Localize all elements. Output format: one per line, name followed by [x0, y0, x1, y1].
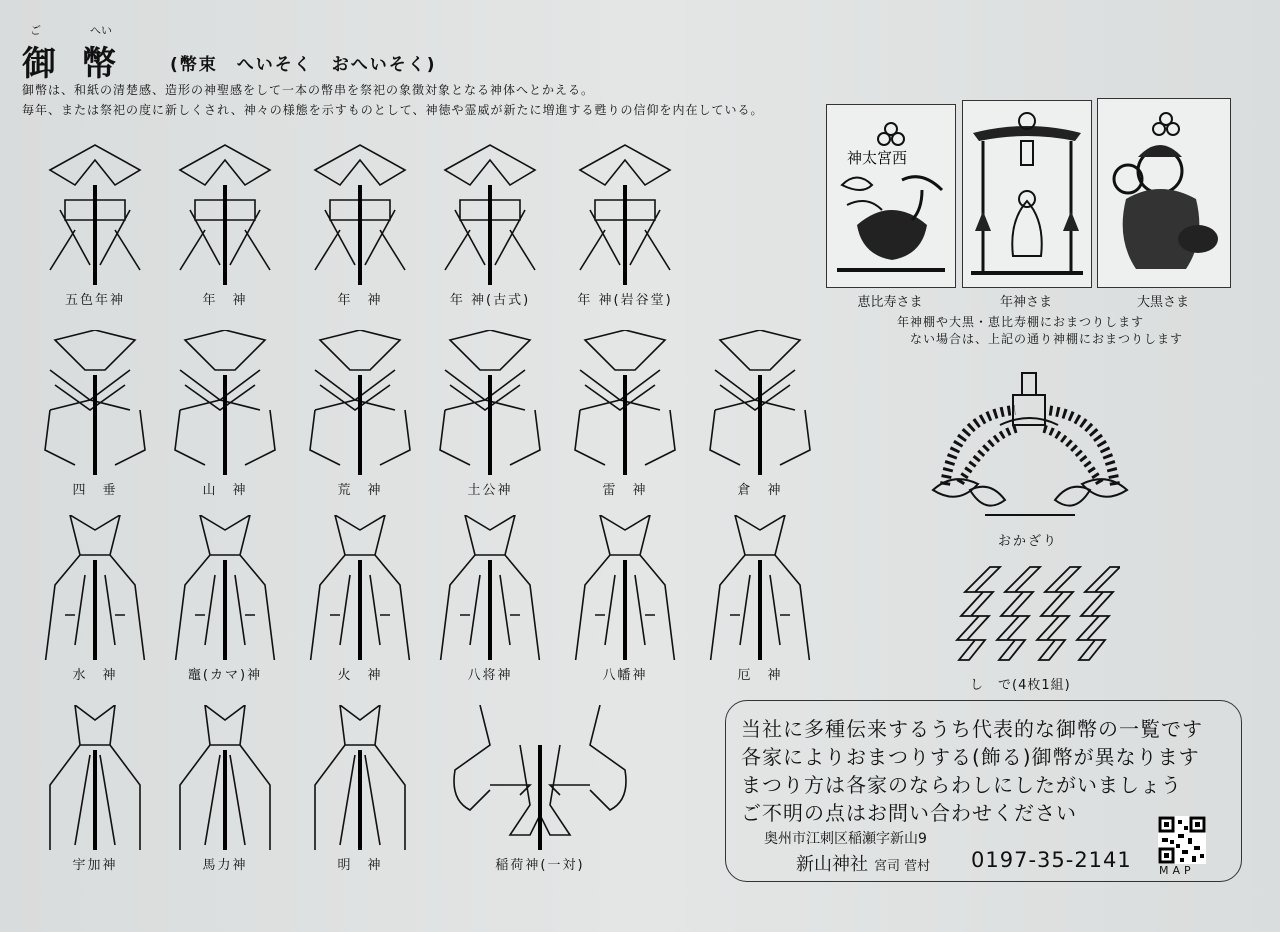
shide-label: し で(4枚1組) [970, 678, 1071, 693]
gohei-item [35, 330, 155, 500]
gohei-label: 土公神 [467, 483, 513, 498]
gohei-item [700, 515, 820, 685]
gohei-illustration [165, 705, 285, 850]
gohei-item [430, 140, 550, 310]
gohei-label: 年 神(古式) [449, 293, 531, 308]
okazari-illustration [925, 365, 1135, 525]
gohei-item [300, 705, 420, 875]
ebisu-print-text: 神太宮西 [847, 149, 908, 167]
gohei-label: 稲荷神(一対) [495, 858, 585, 873]
gohei-label: 竈(カマ)神 [187, 668, 263, 683]
gohei-label: 年 神(岩谷堂) [577, 293, 673, 308]
talisman-note-1: 年神棚や大黒・恵比寿棚におまつりします [897, 315, 1145, 329]
shide-illustration [950, 562, 1120, 667]
gohei-item [35, 515, 155, 685]
intro-line-1: 御幣は、和紙の清楚感、造形の神聖感をして一本の幣串を祭祀の象徴対象となる神体へとかえる。 [22, 83, 595, 97]
gohei-illustration [165, 330, 285, 475]
gohei-label: 年 神 [202, 293, 248, 308]
gohei-label: 馬力神 [202, 858, 248, 873]
gohei-label: 四 垂 [72, 483, 118, 498]
gohei-item [165, 515, 285, 685]
priest-name: 宮司 菅村 [874, 859, 931, 874]
okazari-label: おかざり [997, 534, 1058, 549]
talisman-label-daikoku: 大黒さま [1136, 295, 1189, 310]
gohei-label: 明 神 [337, 858, 383, 873]
phone-number: 0197-35-2141 [971, 848, 1132, 872]
talisman-ebisu [826, 104, 956, 288]
shrine-name-block [796, 850, 930, 876]
daikoku-print-image [1098, 99, 1230, 287]
gohei-illustration [300, 515, 420, 660]
gohei-label: 五色年神 [64, 293, 125, 308]
gohei-label: 厄 神 [737, 668, 783, 683]
gohei-illustration [35, 705, 155, 850]
gohei-item [300, 140, 420, 310]
title-ruby-2: へい [90, 24, 112, 37]
gohei-item [565, 330, 685, 500]
info-line-4: ご不明の点はお問い合わせください [741, 801, 1077, 825]
gohei-label: 倉 神 [737, 483, 783, 498]
info-box [725, 700, 1242, 882]
gohei-illustration [565, 515, 685, 660]
gohei-item [430, 515, 550, 685]
gohei-illustration [35, 140, 155, 285]
info-line-3: まつり方は各家のならわしにしたがいましょう [741, 773, 1182, 797]
gohei-item [165, 705, 285, 875]
shrine-name: 新山神社 [796, 854, 868, 875]
gohei-item [300, 515, 420, 685]
title-block [22, 24, 142, 85]
gohei-illustration [35, 330, 155, 475]
gohei-illustration [165, 140, 285, 285]
talisman-note-2: ない場合は、上記の通り神棚におまつりします [910, 332, 1184, 346]
gohei-illustration [35, 515, 155, 660]
talisman-daikoku [1097, 98, 1231, 288]
ebisu-print-image [827, 105, 955, 287]
gohei-label: 八幡神 [602, 668, 648, 683]
map-label: MAP [1159, 864, 1195, 877]
intro-text [22, 80, 764, 120]
talisman-toshigami [962, 100, 1092, 288]
gohei-illustration [700, 515, 820, 660]
gohei-illustration [300, 330, 420, 475]
info-line-1: 当社に多種伝来するうち代表的な御幣の一覧です [741, 717, 1203, 741]
gohei-illustration [300, 705, 420, 850]
gohei-item [300, 330, 420, 500]
talisman-label-ebisu: 恵比寿さま [857, 295, 923, 310]
page-subtitle: (幣束 へいそく おへいそく) [170, 55, 437, 75]
page-title: 御幣 [22, 44, 142, 84]
intro-line-2: 毎年、または祭祀の度に新しくされ、神々の様態を示すものとして、神徳や霊威が新たに増進する甦りの信仰を内在している。 [22, 103, 764, 117]
gohei-label: 荒 神 [337, 483, 383, 498]
shrine-address: 奥州市江刺区稲瀬字新山9 [764, 831, 927, 847]
gohei-item [700, 330, 820, 500]
gohei-label: 水 神 [72, 668, 118, 683]
gohei-illustration [430, 705, 650, 850]
gohei-illustration [300, 140, 420, 285]
gohei-label: 年 神 [337, 293, 383, 308]
toshigami-print-image [963, 101, 1091, 287]
gohei-item [165, 330, 285, 500]
gohei-label: 火 神 [337, 668, 383, 683]
gohei-illustration [565, 140, 685, 285]
gohei-illustration [565, 330, 685, 475]
gohei-label: 宇加神 [72, 858, 118, 873]
gohei-label: 山 神 [202, 483, 248, 498]
gohei-item [35, 705, 155, 875]
info-line-2: 各家によりおまつりする(飾る)御幣が異なります [741, 745, 1200, 769]
gohei-illustration [430, 330, 550, 475]
gohei-item [430, 330, 550, 500]
gohei-item [565, 515, 685, 685]
gohei-item [565, 140, 685, 310]
gohei-illustration [430, 515, 550, 660]
gohei-item [165, 140, 285, 310]
gohei-item [430, 705, 650, 875]
gohei-illustration [165, 515, 285, 660]
gohei-label: 八将神 [467, 668, 513, 683]
gohei-label: 雷 神 [602, 483, 648, 498]
talisman-label-toshigami: 年神さま [999, 295, 1052, 310]
gohei-illustration [700, 330, 820, 475]
qr-code-icon[interactable] [1158, 816, 1206, 864]
gohei-item [35, 140, 155, 310]
gohei-illustration [430, 140, 550, 285]
title-ruby-1: ご [30, 24, 41, 37]
